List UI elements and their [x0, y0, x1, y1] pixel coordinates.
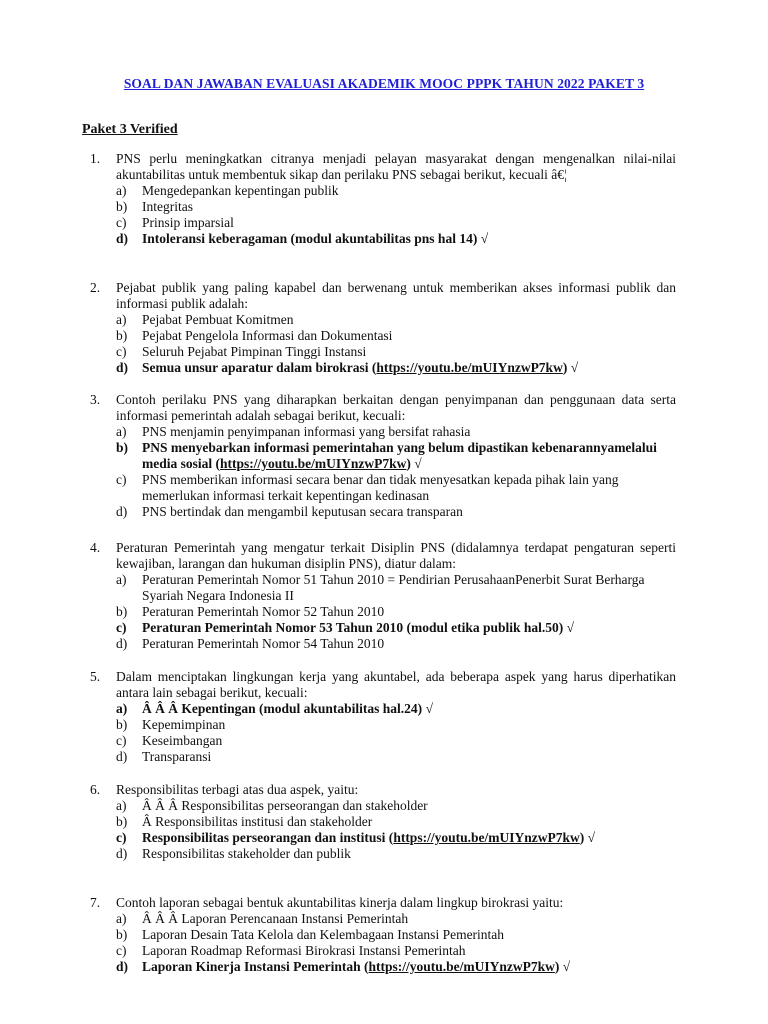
answer-option [92, 504, 676, 520]
question-number: 2. [90, 280, 101, 295]
option-letter: d) [116, 231, 129, 246]
option-text: Peraturan Pemerintah Nomor 54 Tahun 2010 [142, 636, 385, 651]
answer-option [92, 749, 676, 765]
option-letter: d) [116, 749, 128, 764]
check-mark-icon: √ [563, 620, 575, 635]
section-subtitle: Paket 3 Verified [82, 122, 178, 137]
option-text: Â Â Â Responsibilitas perseorangan dan stakeholder [142, 798, 428, 813]
answer-option-correct [92, 440, 676, 472]
answer-option [92, 472, 676, 504]
option-letter: b) [116, 440, 129, 455]
youtube-link[interactable]: https://youtu.be/mUIYnzwP7kw [368, 959, 555, 974]
answer-option-correct [92, 231, 676, 247]
check-mark-icon: √ [559, 959, 571, 974]
question-text: Pejabat publik yang paling kapabel dan berwenang untuk memberikan akses informasi publik dan informasi publik adalah: [116, 280, 676, 311]
option-letter: d) [116, 636, 128, 651]
option-text-closing: ) [579, 830, 585, 845]
check-mark-icon: √ [584, 830, 596, 845]
answer-option [92, 733, 676, 749]
check-mark-icon: √ [477, 231, 489, 246]
option-letter: d) [116, 504, 128, 519]
answer-option [92, 798, 676, 814]
answer-option [92, 215, 676, 231]
question-text: Contoh laporan sebagai bentuk akuntabilitas kinerja dalam lingkup birokrasi yaitu: [116, 895, 564, 910]
document-title: SOAL DAN JAWABAN EVALUASI AKADEMIK MOOC PPPK TAHUN 2022 PAKET 3 [123, 76, 645, 91]
option-letter: b) [116, 814, 128, 829]
answer-option-correct [92, 701, 676, 717]
answer-option [92, 911, 676, 927]
option-text: Kepemimpinan [142, 717, 226, 732]
question-number: 6. [90, 782, 101, 797]
question-number: 5. [90, 669, 101, 684]
question-item [90, 540, 676, 652]
option-letter: c) [116, 830, 127, 845]
answer-option [92, 636, 676, 652]
option-text: Laporan Kinerja Instansi Pemerintah ( [142, 959, 369, 974]
option-text: Â Â Â Laporan Perencanaan Instansi Pemerintah [142, 911, 409, 926]
option-text-closing: ) [406, 456, 411, 471]
option-list [116, 798, 676, 862]
option-text: Keseimbangan [142, 733, 223, 748]
option-letter: d) [116, 360, 129, 375]
option-text: Transparansi [142, 749, 212, 764]
option-text: Laporan Desain Tata Kelola dan Kelembagaan Instansi Pemerintah [142, 927, 505, 942]
option-list [116, 424, 676, 520]
question-text: Peraturan Pemerintah yang mengatur terkait Disiplin PNS (didalamnya terdapat pengaturan seperti kewajiban, larangan dan hukuman disiplin PNS), diatur dalam: [116, 540, 676, 571]
answer-option-correct [92, 620, 676, 636]
question-text: PNS perlu meningkatkan citranya menjadi pelayan masyarakat dengan mengenalkan nilai-nilai akuntabilitas untuk membentuk sikap dan perilaku PNS sebagai berikut, kecuali â€¦ [116, 151, 676, 182]
option-list [116, 312, 676, 376]
question-item [90, 151, 676, 247]
answer-option [92, 183, 676, 199]
option-letter: a) [116, 424, 127, 439]
option-text: Integritas [142, 199, 193, 214]
answer-option [92, 328, 676, 344]
option-letter: b) [116, 199, 128, 214]
option-text: Semua unsur aparatur dalam birokrasi ( [142, 360, 377, 375]
answer-option [92, 344, 676, 360]
option-text: Seluruh Pejabat Pimpinan Tinggi Instansi [142, 344, 367, 359]
option-text: Responsibilitas perseorangan dan institusi ( [142, 830, 394, 845]
answer-option [92, 927, 676, 943]
option-text-closing: ) [562, 360, 568, 375]
option-text: Mengedepankan kepentingan publik [142, 183, 339, 198]
question-number: 4. [90, 540, 101, 555]
option-letter: a) [116, 183, 127, 198]
answer-option [92, 943, 676, 959]
option-text: Pejabat Pengelola Informasi dan Dokumentasi [142, 328, 393, 343]
option-text-closing: ) [554, 959, 560, 974]
question-item [90, 895, 676, 975]
option-text: PNS bertindak dan mengambil keputusan secara transparan [142, 504, 463, 519]
option-letter: c) [116, 733, 127, 748]
option-text: Peraturan Pemerintah Nomor 52 Tahun 2010 [142, 604, 385, 619]
option-text: Prinsip imparsial [142, 215, 234, 230]
youtube-link[interactable]: https://youtu.be/mUIYnzwP7kw [393, 830, 580, 845]
option-letter: c) [116, 620, 127, 635]
option-text: Intoleransi keberagaman (modul akuntabilitas pns hal 14) [142, 231, 478, 246]
question-text: Responsibilitas terbagi atas dua aspek, yaitu: [116, 782, 359, 797]
question-item [90, 669, 676, 765]
answer-option [92, 717, 676, 733]
option-letter: a) [116, 798, 127, 813]
answer-option [92, 814, 676, 830]
option-letter: a) [116, 312, 127, 327]
check-mark-icon: √ [410, 456, 422, 471]
option-text: PNS memberikan informasi secara benar dan tidak menyesatkan kepada pihak lain yang memerlukan informasi terkait kepentingan kedinasan [142, 472, 619, 503]
answer-option [92, 846, 676, 862]
answer-option [92, 604, 676, 620]
answer-option-correct [92, 830, 676, 846]
option-text: Peraturan Pemerintah Nomor 51 Tahun 2010 = Pendirian PerusahaanPenerbit Surat Berharga Syariah Negara Indonesia II [142, 572, 645, 603]
answer-option-correct [92, 959, 676, 975]
question-item [90, 782, 676, 862]
option-list [116, 572, 676, 652]
option-text: PNS menjamin penyimpanan informasi yang bersifat rahasia [142, 424, 471, 439]
option-letter: a) [116, 911, 127, 926]
question-item [90, 392, 676, 520]
option-list [116, 183, 676, 247]
option-letter: a) [116, 572, 127, 587]
youtube-link[interactable]: https://youtu.be/mUIYnzwP7kw [220, 456, 407, 471]
option-letter: b) [116, 328, 128, 343]
option-letter: a) [116, 701, 128, 716]
option-letter: d) [116, 959, 129, 974]
option-letter: c) [116, 344, 127, 359]
option-text: PNS menyebarkan informasi pemerintahan yang belum dipastikan kebenarannyamelalui media sosial ( [142, 440, 657, 471]
option-letter: c) [116, 215, 127, 230]
check-mark-icon: √ [567, 360, 579, 375]
question-number: 1. [90, 151, 101, 166]
youtube-link[interactable]: https://youtu.be/mUIYnzwP7kw [376, 360, 563, 375]
question-number: 3. [90, 392, 101, 407]
answer-option-correct [92, 360, 676, 376]
question-text: Contoh perilaku PNS yang diharapkan berkaitan dengan penyimpanan dan penggunaan data serta informasi pemerintah adalah sebagai berikut, kecuali: [116, 392, 676, 423]
option-letter: d) [116, 846, 128, 861]
check-mark-icon: √ [422, 701, 433, 716]
option-list [116, 911, 676, 975]
option-letter: c) [116, 943, 127, 958]
option-list [116, 701, 676, 765]
option-text: Responsibilitas stakeholder dan publik [142, 846, 351, 861]
option-letter: b) [116, 927, 128, 942]
option-text: Â Responsibilitas institusi dan stakeholder [142, 814, 373, 829]
option-letter: c) [116, 472, 127, 487]
answer-option [92, 424, 676, 440]
option-text: Pejabat Pembuat Komitmen [142, 312, 294, 327]
option-text: Peraturan Pemerintah Nomor 53 Tahun 2010 (modul etika publik hal.50) [142, 620, 564, 635]
option-letter: b) [116, 717, 128, 732]
option-letter: b) [116, 604, 128, 619]
question-number: 7. [90, 895, 101, 910]
question-item [90, 280, 676, 376]
answer-option [92, 199, 676, 215]
answer-option [92, 312, 676, 328]
question-text: Dalam menciptakan lingkungan kerja yang akuntabel, ada beberapa aspek yang harus diperhatikan antara lain sebagai berikut, kecuali: [116, 669, 676, 700]
option-text: Laporan Roadmap Reformasi Birokrasi Instansi Pemerintah [142, 943, 466, 958]
option-text: Â Â Â Kepentingan (modul akuntabilitas hal.24) [142, 701, 423, 716]
answer-option [92, 572, 676, 604]
